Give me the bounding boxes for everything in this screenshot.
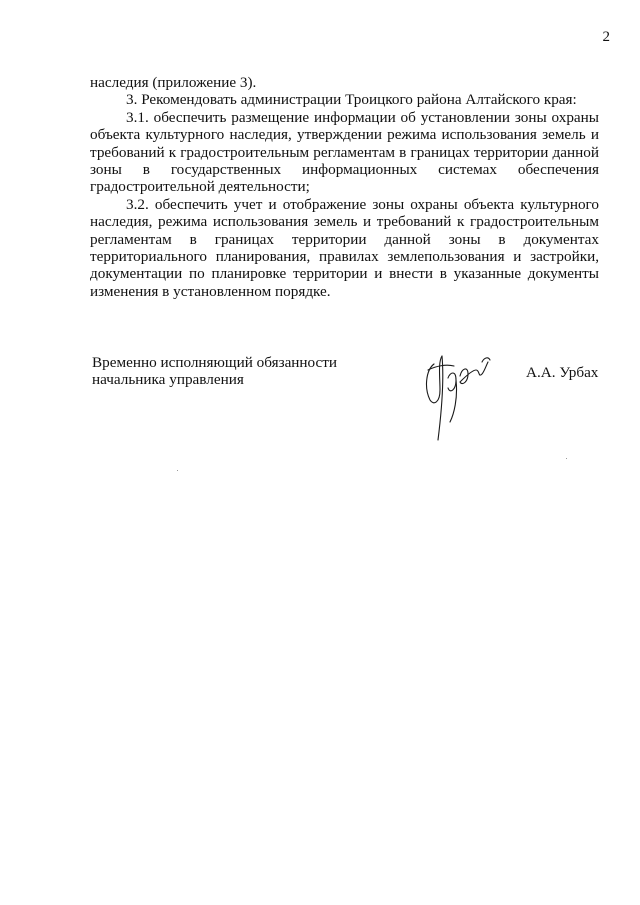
signatory-position-line-1: Временно исполняющий обязанности: [92, 354, 338, 371]
signatory-position: [92, 354, 337, 388]
paragraph-item-3: 3. Рекомендовать администрации Троицкого района Алтайского края:: [126, 91, 577, 109]
paragraph-item-3-1: 3.1. обеспечить размещение информации об установлении зоны охраны объекта культурного наследия, утверждении режима использования земель и требований к градостроительным регламентам в границах территории данной зоны в государственных информационных системах обеспечения градостроительной деятельности;: [90, 108, 599, 196]
scan-speck: [566, 458, 567, 459]
page-number: 2: [602, 29, 610, 45]
scan-speck: [177, 470, 178, 471]
handwritten-signature-icon: [420, 348, 500, 443]
paragraph-continuation: наследия (приложение 3).: [90, 74, 257, 91]
signatory-name: А.А. Урбах: [526, 364, 599, 381]
paragraph-item-3-2: 3.2. обеспечить учет и отображение зоны охраны объекта культурного наследия, режима использования земель и требований к градостроительным регламентам в границах территории данной зоны в документах территориального планирования, правилах землепользования и застройки, документации по планировке территории и внести в указанные документы изменения в установленном порядке.: [90, 195, 599, 300]
document-body: [90, 74, 599, 300]
signatory-position-line-2: начальника управления: [92, 371, 244, 388]
